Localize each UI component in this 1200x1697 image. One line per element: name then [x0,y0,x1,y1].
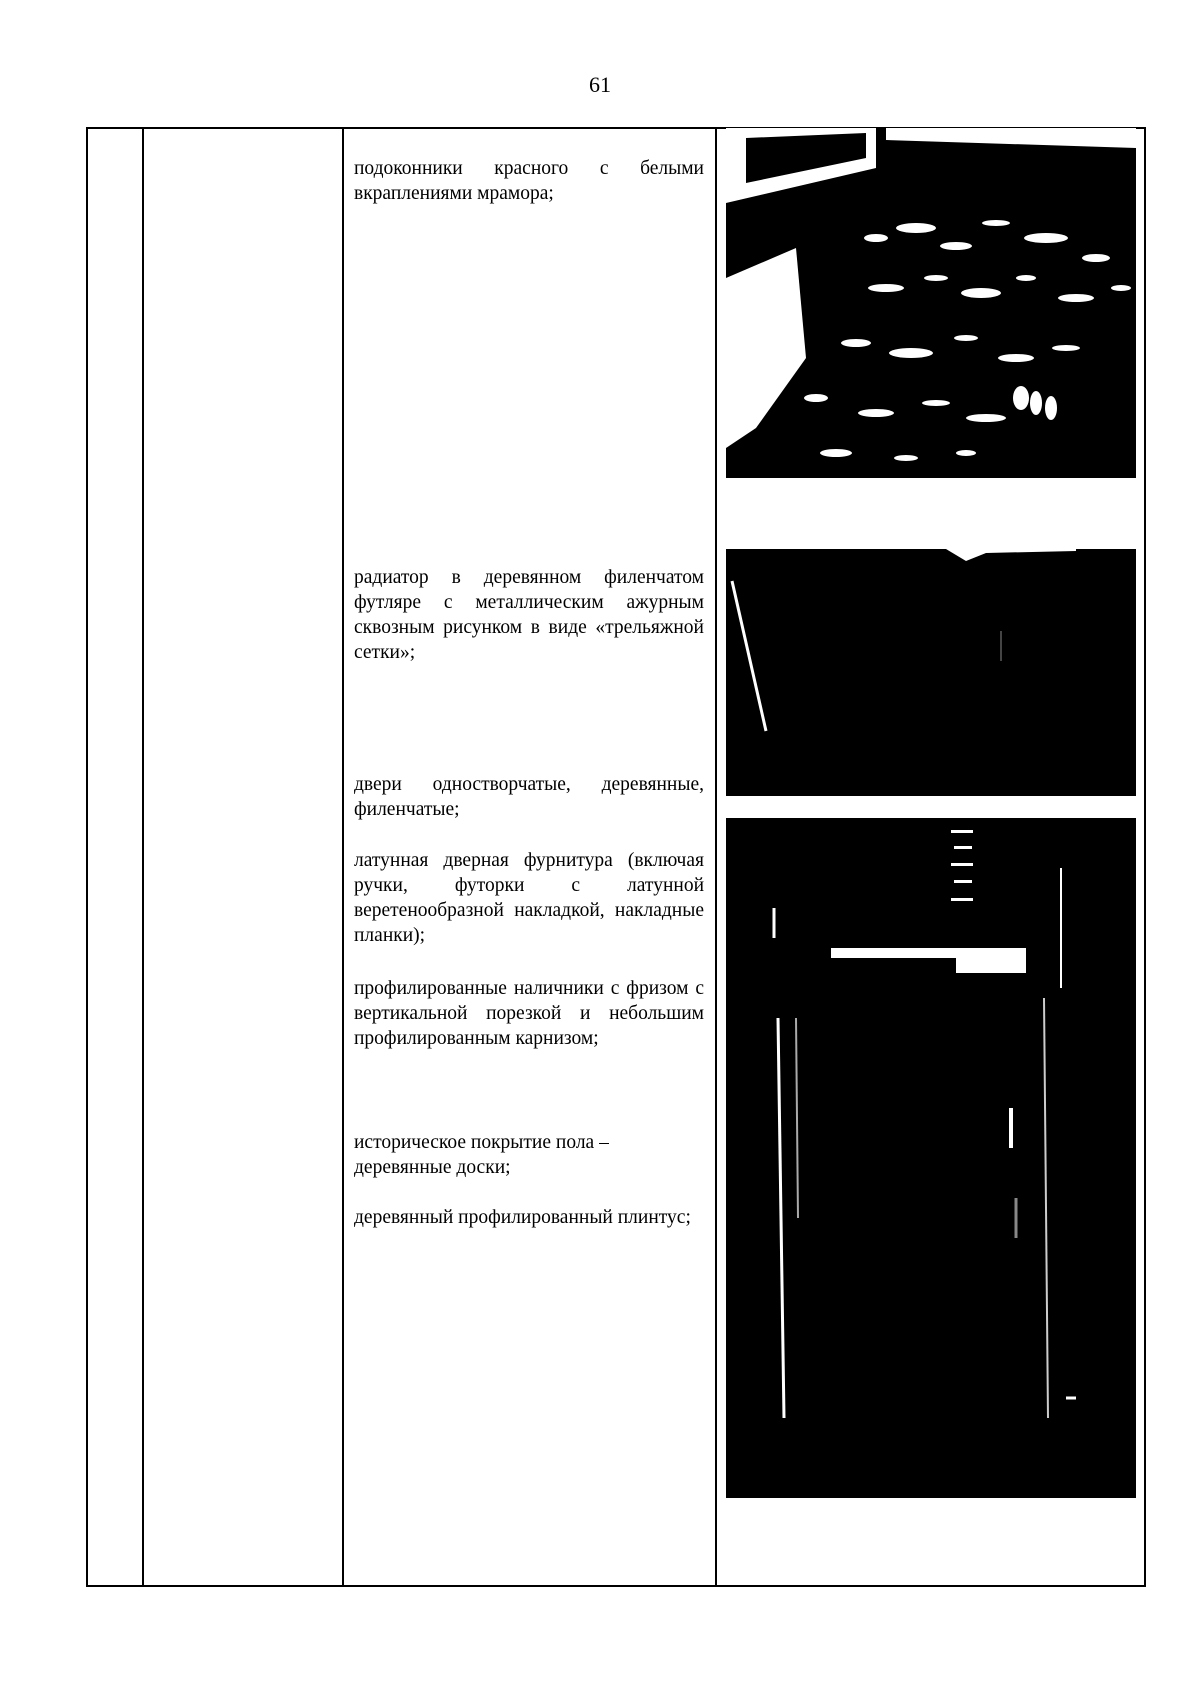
column-divider-3 [715,127,717,1587]
radiator-case-photo [726,541,1136,796]
item-platbands: профилированные наличники с фризом с вертикальной порезкой и небольшим профилированным карнизом; [354,978,704,1049]
item-radiator: радиатор в деревянном филенчатом футляре с металлическим ажурным сквозным рисунком в виде «трельяжной сетки»; [354,567,704,663]
column-divider-2 [342,127,344,1587]
door-photo [726,818,1136,1498]
item-floor: историческое покрытие пола – деревянные доски; [354,1132,609,1178]
column-divider-1 [142,127,144,1587]
window-sill-marble-photo [726,128,1136,478]
item-door-hardware: латунная дверная фурнитура (включая ручки, футорки с латунной веретенообразной накладкой, накладные планки); [354,850,704,946]
item-baseboard: деревянный профилированный плинтус; [354,1207,691,1228]
page-number: 61 [589,72,611,97]
item-window-sill: подоконники красного с белыми вкраплениями мрамора; [354,158,704,204]
item-doors: двери одностворчатые, деревянные, филенчатые; [354,774,704,820]
